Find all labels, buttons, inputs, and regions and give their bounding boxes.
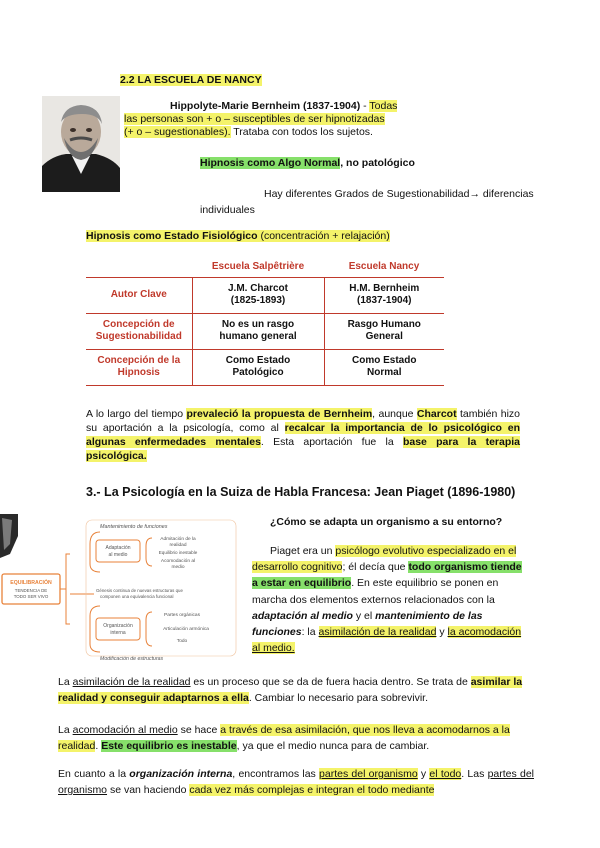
svg-text:Modificación de estructuras: Modificación de estructuras bbox=[100, 656, 164, 662]
grados-line1: Hay diferentes Grados de Sugestionabilidad bbox=[264, 188, 470, 200]
bernheim-paragraph bbox=[124, 100, 424, 139]
bernheim-portrait bbox=[42, 96, 120, 192]
bernheim-line2: las personas son + o – susceptibles de ser hipnotizadas bbox=[124, 113, 385, 125]
piaget-paragraph: Piaget era un psicólogo evolutivo especializado en el desarrollo cognitivo; él decía que todo organismo tiende a estar en equilibrio. En este equilibrio se ponen en marcha dos elementos externos relacionados con la adaptación al medio y el mantenimiento de las funciones: la asimilación de la realidad y la acomodación al medio. bbox=[252, 545, 522, 655]
svg-text:Articulación armónica: Articulación armónica bbox=[163, 627, 209, 632]
svg-text:Equilibrio inestable: Equilibrio inestable bbox=[158, 550, 198, 555]
cell-salpetriere: No es un rasgo humano general bbox=[192, 313, 324, 349]
svg-text:Adaptación: Adaptación bbox=[105, 545, 131, 551]
asimilacion-paragraph: La asimilación de la realidad es un proceso que se da de fuera hacia dentro. Se trata de asimilar la realidad y conseguir adaptarnos a ella. Cambiar lo necesario para sobrevivir. bbox=[58, 676, 523, 704]
table-row bbox=[86, 277, 444, 313]
acomodacion-paragraph: La acomodación al medio se hace a través de esa asimilación, que nos lleva a acomodarnos a la realidad. Este equilibrio es inestable, ya que el medio nunca para de cambiar. bbox=[58, 724, 510, 752]
svg-text:interna: interna bbox=[110, 630, 126, 636]
piaget-question: ¿Cómo se adapta un organismo a su entorno? bbox=[270, 516, 503, 528]
bernheim-sep: - bbox=[363, 100, 367, 112]
equilibracion-diagram bbox=[0, 514, 248, 662]
row-label: Concepción de la Hipnosis bbox=[86, 349, 192, 385]
row-label: Autor Clave bbox=[86, 277, 192, 313]
svg-text:realidad: realidad bbox=[169, 543, 187, 548]
svg-text:Génesis continua de nuevas est: Génesis continua de nuevas estructuras que bbox=[96, 588, 183, 593]
grados-line1b: diferencias bbox=[479, 188, 534, 200]
bernheim-todas: Todas bbox=[369, 100, 398, 112]
comparison-table bbox=[86, 257, 444, 386]
fisio-rest: (concentración + relajación) bbox=[257, 230, 390, 242]
hipnosis-normal-rest: , no patológico bbox=[340, 157, 415, 169]
bernheim-name: Hippolyte-Marie Bernheim (1837-1904) bbox=[170, 100, 361, 112]
svg-text:medio: medio bbox=[171, 565, 185, 570]
grados-paragraph bbox=[200, 186, 540, 218]
cell-nancy: H.M. Bernheim (1837-1904) bbox=[324, 277, 444, 313]
cell-nancy: Como Estado Normal bbox=[324, 349, 444, 385]
table-header-empty bbox=[86, 257, 192, 277]
svg-text:Organización: Organización bbox=[103, 623, 133, 629]
organizacion-paragraph: En cuanto a la organización interna, encontramos las partes del organismo y el todo. Las partes del organismo se van haciendo cada vez más complejas e integran el todo mediante bbox=[58, 768, 534, 796]
svg-text:componen una equivalencia func: componen una equivalencia funcional bbox=[100, 594, 174, 599]
section-heading-2-2: 2.2 LA ESCUELA DE NANCY bbox=[120, 74, 262, 86]
bernheim-line3: (+ o – sugestionables). bbox=[124, 126, 231, 138]
svg-text:Admitación de la: Admitación de la bbox=[160, 537, 196, 542]
hipnosis-fisiologico bbox=[86, 230, 390, 242]
table-header-salpetriere: Escuela Salpêtrière bbox=[192, 257, 324, 277]
hipnosis-normal bbox=[200, 157, 415, 169]
bernheim-line3b: Trataba con todos los sujetos. bbox=[230, 126, 373, 138]
hipnosis-normal-hl: Hipnosis como Algo Normal bbox=[200, 157, 341, 169]
svg-text:al medio: al medio bbox=[108, 552, 128, 558]
table-row bbox=[86, 313, 444, 349]
row-label: Concepción de Sugestionabilidad bbox=[86, 313, 192, 349]
grados-line2: individuales bbox=[200, 204, 255, 216]
cell-nancy: Rasgo Humano General bbox=[324, 313, 444, 349]
lo-largo-paragraph: A lo largo del tiempo prevaleció la propuesta de Bernheim, aunque Charcot también hizo su aportación a la psicología, como al recalcar la importancia de lo psicológico en algunas enfermedades mentales. Esta aportación fue la base para la terapia psicológica. bbox=[86, 408, 521, 462]
equilibracion-label: EQUILIBRACIÓN bbox=[10, 580, 52, 586]
table-row bbox=[86, 349, 444, 385]
cell-salpetriere: J.M. Charcot (1825-1893) bbox=[192, 277, 324, 313]
svg-text:Mantenimiento de funciones: Mantenimiento de funciones bbox=[100, 524, 168, 530]
svg-text:Todo: Todo bbox=[176, 639, 188, 644]
arrow-icon: → bbox=[469, 188, 480, 200]
section-heading-3: 3.- La Psicología en la Suiza de Habla Francesa: Jean Piaget (1896-1980) bbox=[86, 485, 516, 499]
svg-text:TODO SER VIVO: TODO SER VIVO bbox=[13, 594, 49, 599]
fisio-hl: Hipnosis como Estado Fisiológico bbox=[86, 230, 258, 242]
cell-salpetriere: Como Estado Patológico bbox=[192, 349, 324, 385]
table-header-nancy: Escuela Nancy bbox=[324, 257, 444, 277]
svg-text:TENDENCIA DE: TENDENCIA DE bbox=[14, 588, 48, 593]
svg-text:Acomodación al: Acomodación al bbox=[160, 559, 196, 564]
svg-text:Partes orgánicas: Partes orgánicas bbox=[164, 613, 200, 618]
